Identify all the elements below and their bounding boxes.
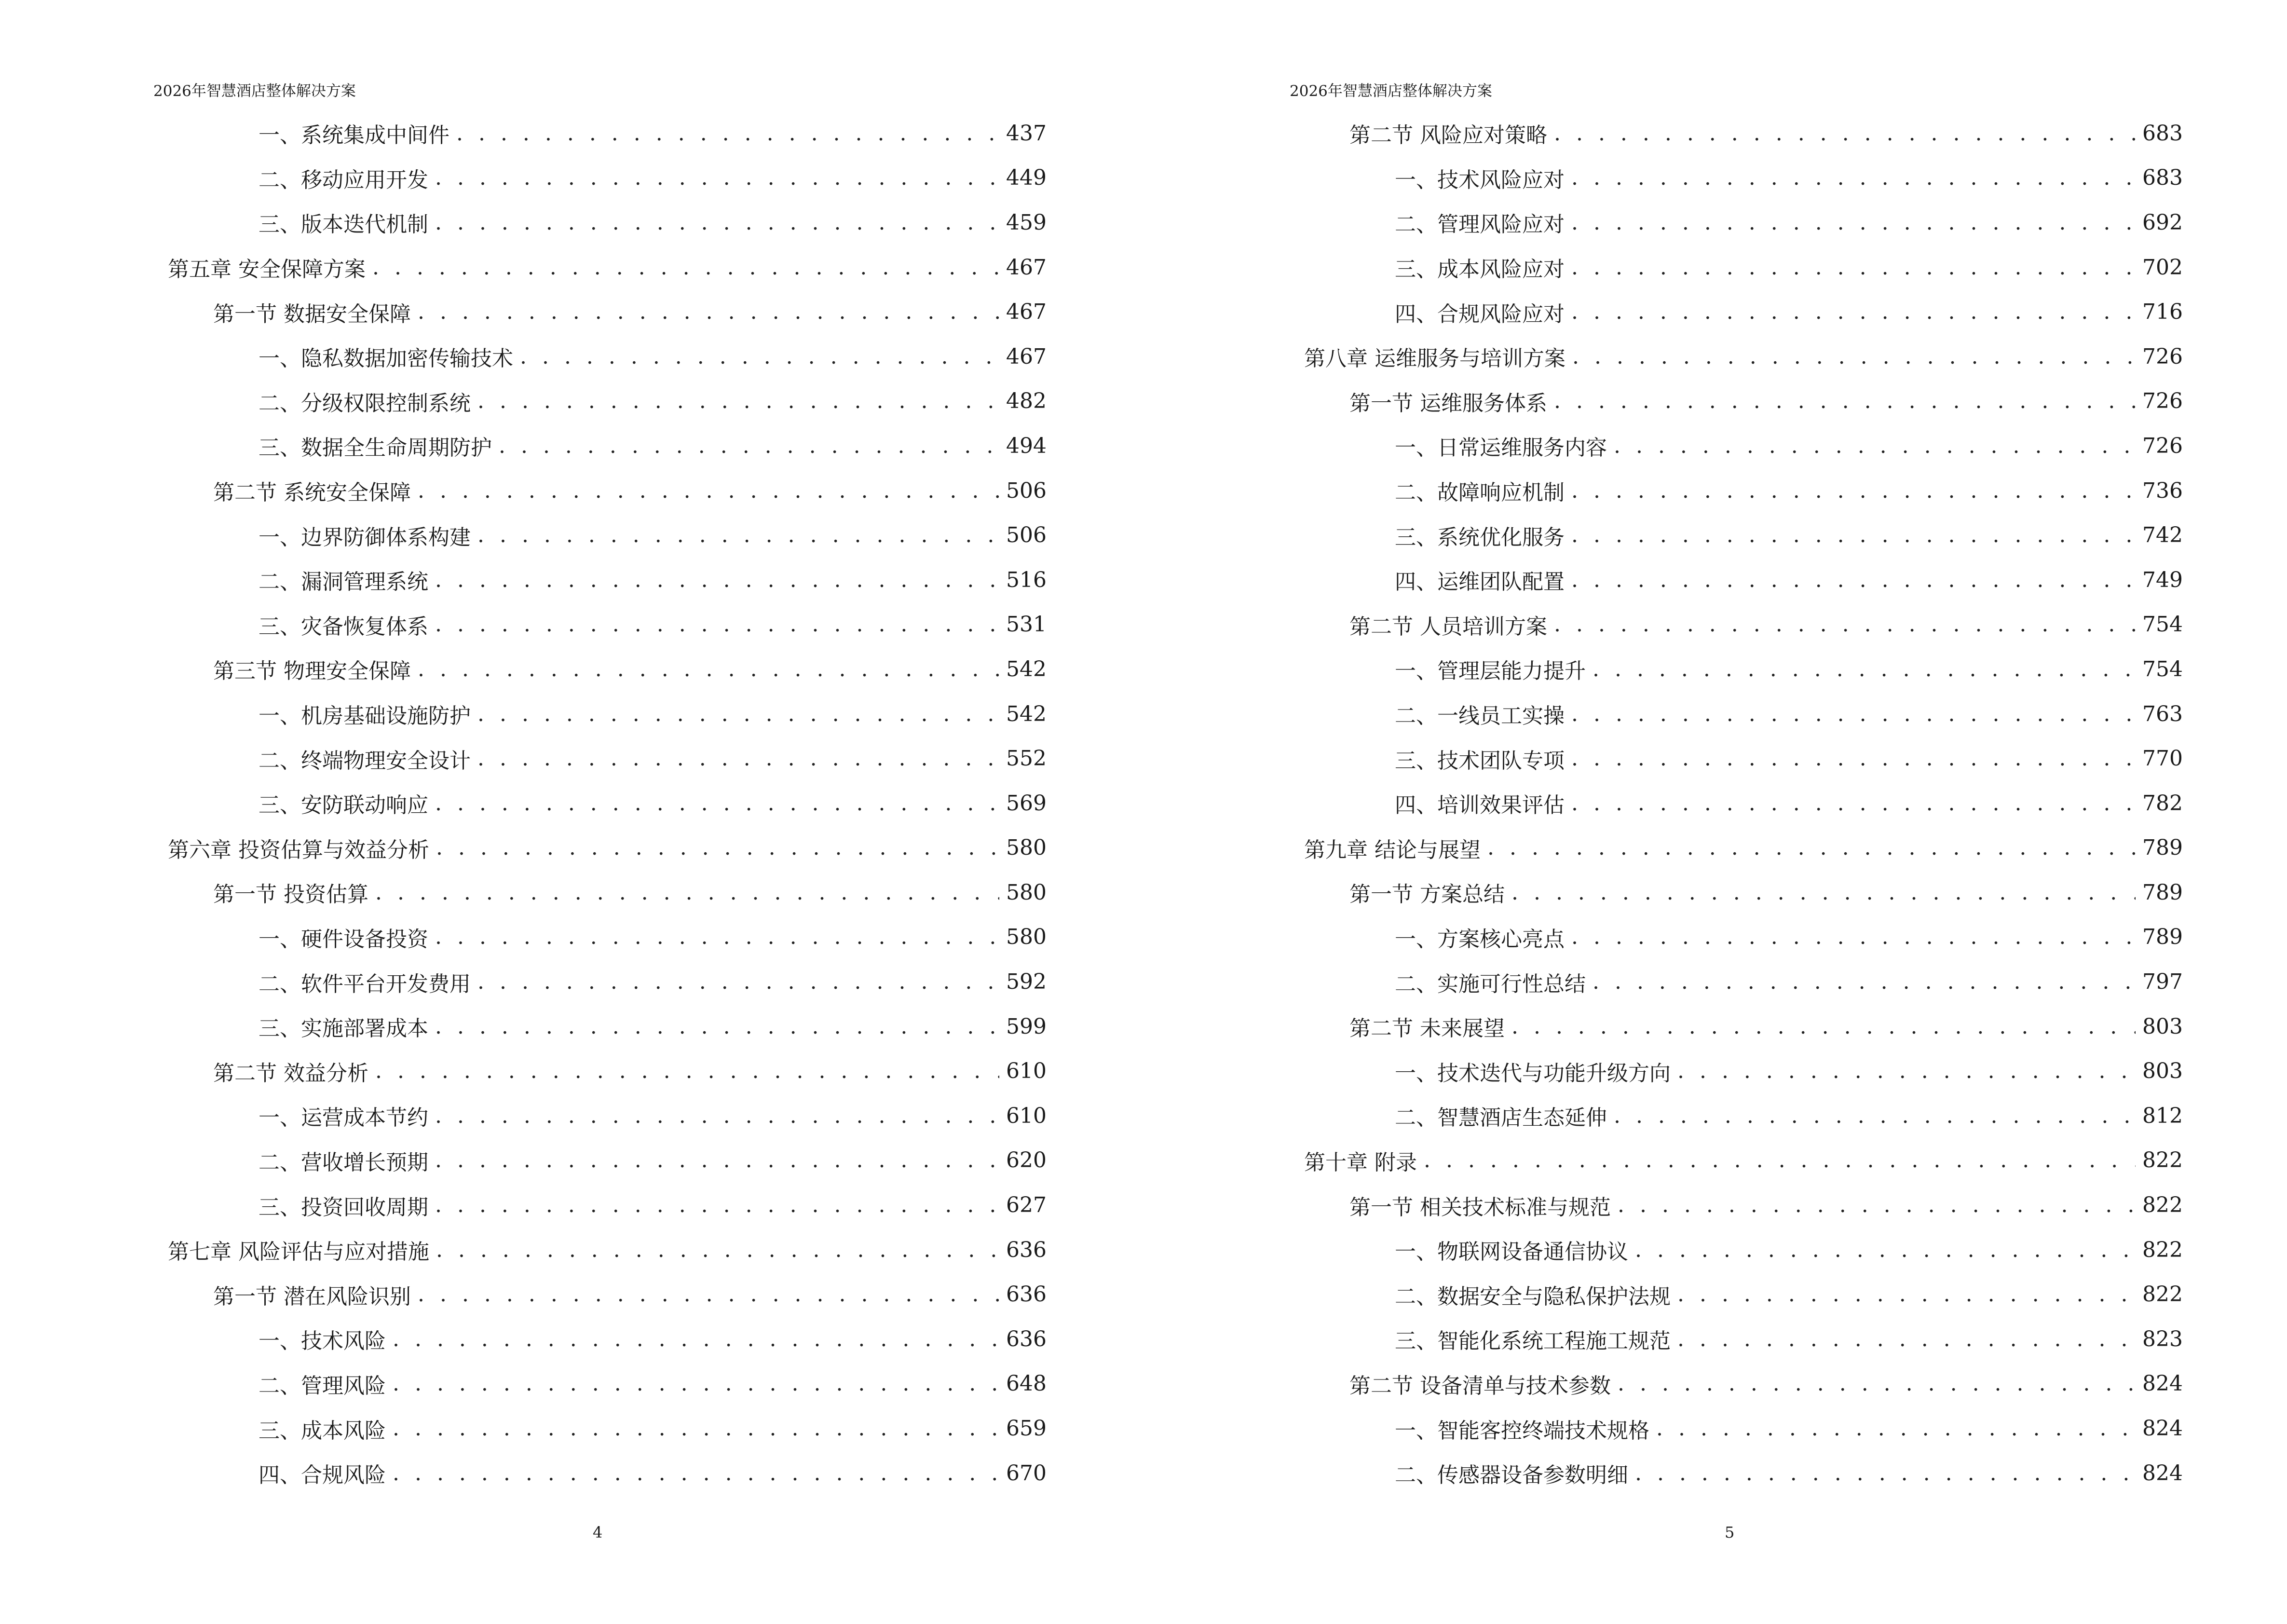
toc-chapter-entry[interactable]	[168, 245, 1047, 290]
toc-chapter-entry[interactable]	[1304, 334, 2183, 379]
dot-leader	[435, 210, 999, 235]
toc-entry-page-number: 726	[2142, 433, 2183, 458]
toc-entry-page-number: 716	[2142, 300, 2183, 325]
dot-leader	[435, 1104, 999, 1128]
toc-entry-page-number: 683	[2142, 121, 2183, 146]
toc-section-entry[interactable]	[1304, 379, 2183, 424]
toc-entry-page-number: 789	[2142, 835, 2183, 860]
dot-leader	[477, 746, 999, 771]
toc-entry-page-number: 812	[2142, 1103, 2183, 1128]
toc-entry-page-number: 782	[2142, 791, 2183, 816]
toc-entry-title: 四、培训效果评估	[1395, 793, 1565, 818]
toc-entry-title: 一、系统集成中间件	[259, 123, 449, 148]
toc-chapter-entry[interactable]	[168, 1228, 1047, 1272]
toc-entry-page-number: 437	[1006, 121, 1047, 146]
dot-leader	[1487, 835, 2136, 860]
dot-leader	[393, 1327, 999, 1351]
toc-subsection-entry[interactable]	[168, 736, 1047, 781]
toc-entry-title: 三、安防联动响应	[259, 793, 428, 818]
toc-subsection-entry[interactable]	[168, 334, 1047, 379]
toc-entry-page-number: 726	[2142, 344, 2183, 369]
toc-subsection-entry[interactable]	[168, 200, 1047, 245]
toc-entry-title: 二、传感器设备参数明细	[1395, 1463, 1628, 1488]
dot-leader	[1635, 1461, 2136, 1486]
toc-entry-page-number: 636	[1006, 1237, 1047, 1262]
dot-leader	[435, 165, 999, 190]
toc-subsection-entry[interactable]	[1304, 558, 2183, 602]
toc-entry-page-number: 580	[1006, 835, 1047, 860]
toc-subsection-entry[interactable]	[1304, 1228, 2183, 1272]
toc-entry-title: 一、日常运维服务内容	[1395, 436, 1607, 461]
toc-subsection-entry[interactable]	[168, 1138, 1047, 1183]
toc-subsection-entry[interactable]	[168, 1093, 1047, 1138]
dot-leader	[436, 835, 999, 860]
toc-subsection-entry[interactable]	[1304, 423, 2183, 468]
toc-chapter-entry[interactable]	[168, 826, 1047, 871]
dot-leader	[1571, 746, 2136, 771]
toc-entry-title: 第六章 投资估算与效益分析	[168, 837, 429, 862]
toc-entry-page-number: 754	[2142, 612, 2183, 637]
toc-entry-title: 一、硬件设备投资	[259, 927, 428, 952]
toc-entry-page-number: 459	[1006, 210, 1047, 235]
running-header: 2026年智慧酒店整体解决方案	[1290, 82, 1492, 100]
toc-entry-page-number: 636	[1006, 1326, 1047, 1351]
toc-entry-title: 三、系统优化服务	[1395, 525, 1565, 550]
toc-entry-page-number: 659	[1006, 1416, 1047, 1441]
dot-leader	[1571, 568, 2136, 592]
dot-leader	[1635, 1238, 2136, 1262]
toc-subsection-entry[interactable]	[168, 959, 1047, 1004]
dot-leader	[456, 121, 999, 146]
dot-leader	[1571, 165, 2136, 190]
dot-leader	[499, 434, 999, 458]
toc-entry-page-number: 599	[1006, 1014, 1047, 1039]
toc-entry-page-number: 494	[1006, 433, 1047, 458]
dot-leader	[1572, 344, 2136, 369]
toc-entry-title: 第二节 人员培训方案	[1349, 614, 1547, 639]
toc-entry-page-number: 506	[1006, 478, 1047, 503]
toc-entry-title: 二、管理风险应对	[1395, 212, 1565, 237]
toc-entry-title: 第九章 结论与展望	[1304, 837, 1481, 862]
toc-entry-page-number: 580	[1006, 925, 1047, 950]
toc-entry-title: 第七章 风险评估与应对措施	[168, 1240, 429, 1265]
toc-subsection-entry[interactable]	[1304, 1049, 2183, 1093]
toc-entry-title: 四、合规风险	[259, 1463, 386, 1488]
toc-entry-page-number: 822	[2142, 1193, 2183, 1218]
toc-subsection-entry[interactable]	[1304, 1317, 2183, 1362]
toc-subsection-entry[interactable]	[1304, 1406, 2183, 1451]
dot-leader	[435, 568, 999, 592]
toc-entry-page-number: 467	[1006, 344, 1047, 369]
dot-leader	[436, 1238, 999, 1262]
toc-entry-page-number: 467	[1006, 255, 1047, 280]
toc-subsection-entry[interactable]	[1304, 513, 2183, 558]
toc-subsection-entry[interactable]	[168, 1451, 1047, 1496]
dot-leader	[1571, 925, 2136, 949]
toc-entry-title: 第二节 系统安全保障	[213, 480, 411, 505]
toc-subsection-entry[interactable]	[1304, 692, 2183, 737]
dot-leader	[1511, 880, 2136, 905]
toc-list	[1304, 111, 2183, 1495]
toc-entry-page-number: 610	[1006, 1103, 1047, 1128]
toc-entry-title: 一、物联网设备通信协议	[1395, 1240, 1628, 1265]
dot-leader	[372, 255, 999, 280]
toc-subsection-entry[interactable]	[1304, 1451, 2183, 1496]
toc-entry-page-number: 683	[2142, 165, 2183, 191]
dot-leader	[1677, 1282, 2136, 1307]
toc-entry-title: 二、一线员工实操	[1395, 704, 1565, 729]
dot-leader	[418, 478, 999, 503]
toc-entry-title: 三、投资回收周期	[259, 1195, 428, 1220]
toc-entry-page-number: 823	[2142, 1326, 2183, 1351]
dot-leader	[375, 880, 999, 905]
dot-leader	[1677, 1059, 2136, 1083]
toc-section-entry[interactable]	[168, 1049, 1047, 1093]
toc-entry-page-number: 822	[2142, 1237, 2183, 1262]
toc-chapter-entry[interactable]	[1304, 1138, 2183, 1183]
toc-entry-page-number: 754	[2142, 656, 2183, 682]
dot-leader	[1614, 434, 2136, 458]
toc-entry-page-number: 824	[2142, 1460, 2183, 1486]
dot-leader	[375, 1059, 999, 1083]
toc-entry-title: 一、运营成本节约	[259, 1105, 428, 1131]
toc-entry-page-number: 742	[2142, 523, 2183, 548]
dot-leader	[1554, 121, 2136, 146]
toc-entry-title: 第一节 投资估算	[213, 882, 368, 907]
toc-section-entry[interactable]	[168, 870, 1047, 915]
toc-entry-page-number: 542	[1006, 701, 1047, 726]
toc-entry-title: 第一节 运维服务体系	[1349, 391, 1547, 416]
dot-leader	[1656, 1416, 2136, 1441]
toc-entry-title: 二、实施可行性总结	[1395, 971, 1586, 996]
dot-leader	[435, 1148, 999, 1173]
toc-entry-page-number: 467	[1006, 300, 1047, 325]
dot-leader	[435, 791, 999, 816]
dot-leader	[1593, 969, 2136, 994]
toc-entry-title: 二、智慧酒店生态延伸	[1395, 1105, 1607, 1131]
toc-entry-page-number: 610	[1006, 1059, 1047, 1084]
toc-entry-title: 一、技术风险	[259, 1329, 386, 1354]
toc-entry-title: 第一节 潜在风险识别	[213, 1284, 411, 1309]
toc-entry-page-number: 789	[2142, 880, 2183, 905]
toc-entry-page-number: 702	[2142, 255, 2183, 280]
toc-entry-page-number: 803	[2142, 1014, 2183, 1039]
toc-entry-title: 三、成本风险	[259, 1418, 386, 1443]
toc-entry-title: 二、分级权限控制系统	[259, 391, 471, 416]
toc-entry-page-number: 636	[1006, 1282, 1047, 1307]
dot-leader	[477, 389, 999, 413]
toc-chapter-entry[interactable]	[1304, 826, 2183, 871]
toc-entry-title: 一、边界防御体系构建	[259, 525, 471, 550]
toc-entry-title: 第一节 数据安全保障	[213, 301, 411, 327]
toc-entry-page-number: 482	[1006, 389, 1047, 414]
toc-section-entry[interactable]	[1304, 870, 2183, 915]
toc-entry-title: 二、软件平台开发费用	[259, 971, 471, 996]
toc-entry-page-number: 822	[2142, 1282, 2183, 1307]
toc-entry-title: 二、故障响应机制	[1395, 480, 1565, 505]
dot-leader	[1571, 300, 2136, 324]
toc-entry-title: 第二节 效益分析	[213, 1061, 368, 1086]
dot-leader	[435, 1014, 999, 1039]
toc-entry-page-number: 726	[2142, 389, 2183, 414]
dot-leader	[1614, 1104, 2136, 1128]
toc-entry-title: 一、管理层能力提升	[1395, 659, 1586, 684]
dot-leader	[1571, 702, 2136, 726]
toc-subsection-entry[interactable]	[1304, 156, 2183, 201]
toc-entry-page-number: 824	[2142, 1416, 2183, 1441]
toc-entry-page-number: 763	[2142, 701, 2183, 726]
toc-entry-title: 第五章 安全保障方案	[168, 257, 366, 282]
toc-subsection-entry[interactable]	[1304, 468, 2183, 513]
toc-entry-title: 第二节 风险应对策略	[1349, 123, 1547, 148]
toc-subsection-entry[interactable]	[1304, 736, 2183, 781]
toc-entry-title: 一、机房基础设施防护	[259, 704, 471, 729]
toc-entry-page-number: 627	[1006, 1193, 1047, 1218]
toc-section-entry[interactable]	[168, 647, 1047, 692]
toc-entry-title: 第一节 相关技术标准与规范	[1349, 1195, 1611, 1220]
toc-subsection-entry[interactable]	[168, 379, 1047, 424]
toc-section-entry[interactable]	[1304, 1362, 2183, 1406]
toc-subsection-entry[interactable]	[1304, 647, 2183, 692]
toc-entry-page-number: 770	[2142, 746, 2183, 771]
toc-entry-page-number: 749	[2142, 567, 2183, 592]
toc-subsection-entry[interactable]	[168, 602, 1047, 647]
toc-subsection-entry[interactable]	[1304, 915, 2183, 960]
toc-entry-title: 一、隐私数据加密传输技术	[259, 346, 513, 371]
toc-entry-page-number: 789	[2142, 925, 2183, 950]
toc-entry-page-number: 552	[1006, 746, 1047, 771]
toc-entry-page-number: 803	[2142, 1059, 2183, 1084]
dot-leader	[1571, 210, 2136, 235]
toc-section-entry[interactable]	[168, 1272, 1047, 1317]
dot-leader	[1618, 1371, 2136, 1396]
dot-leader	[435, 1193, 999, 1217]
dot-leader	[1554, 612, 2136, 637]
toc-entry-title: 三、智能化系统工程施工规范	[1395, 1329, 1671, 1354]
toc-section-entry[interactable]	[168, 289, 1047, 334]
toc-entry-title: 一、技术风险应对	[1395, 167, 1565, 192]
toc-entry-page-number: 692	[2142, 210, 2183, 235]
dot-leader	[1571, 478, 2136, 503]
dot-leader	[477, 969, 999, 994]
toc-subsection-entry[interactable]	[1304, 1093, 2183, 1138]
toc-entry-page-number: 449	[1006, 165, 1047, 191]
toc-entry-page-number: 648	[1006, 1371, 1047, 1396]
toc-entry-title: 第八章 运维服务与培训方案	[1304, 346, 1566, 371]
dot-leader	[1511, 1014, 2136, 1039]
toc-entry-page-number: 531	[1006, 612, 1047, 637]
toc-entry-title: 二、移动应用开发	[259, 167, 428, 192]
dot-leader	[1571, 255, 2136, 280]
dot-leader	[1677, 1327, 2136, 1351]
toc-subsection-entry[interactable]	[168, 423, 1047, 468]
dot-leader	[435, 925, 999, 949]
toc-entry-title: 第二节 设备清单与技术参数	[1349, 1373, 1611, 1398]
dot-leader	[393, 1461, 999, 1486]
running-header: 2026年智慧酒店整体解决方案	[153, 82, 356, 100]
dot-leader	[1571, 791, 2136, 816]
toc-subsection-entry[interactable]	[1304, 289, 2183, 334]
toc-entry-title: 三、数据全生命周期防护	[259, 436, 492, 461]
dot-leader	[477, 702, 999, 726]
toc-entry-title: 二、数据安全与隐私保护法规	[1395, 1284, 1671, 1309]
toc-entry-page-number: 569	[1006, 791, 1047, 816]
toc-subsection-entry[interactable]	[168, 1004, 1047, 1049]
dot-leader	[393, 1416, 999, 1441]
toc-subsection-entry[interactable]	[168, 558, 1047, 602]
dot-leader	[520, 344, 999, 369]
dot-leader	[1593, 657, 2136, 682]
dot-leader	[418, 1282, 999, 1307]
toc-subsection-entry[interactable]	[1304, 959, 2183, 1004]
toc-entry-title: 二、终端物理安全设计	[259, 748, 471, 773]
dot-leader	[1571, 523, 2136, 547]
toc-entry-title: 三、灾备恢复体系	[259, 614, 428, 639]
toc-subsection-entry[interactable]	[168, 1183, 1047, 1228]
toc-entry-title: 三、实施部署成本	[259, 1016, 428, 1041]
toc-entry-page-number: 516	[1006, 567, 1047, 592]
toc-list	[168, 111, 1047, 1495]
toc-entry-page-number: 824	[2142, 1371, 2183, 1396]
dot-leader	[477, 523, 999, 547]
toc-entry-title: 四、运维团队配置	[1395, 570, 1565, 595]
toc-entry-title: 四、合规风险应对	[1395, 301, 1565, 327]
toc-subsection-entry[interactable]	[168, 781, 1047, 826]
toc-subsection-entry[interactable]	[168, 692, 1047, 737]
toc-subsection-entry[interactable]	[1304, 200, 2183, 245]
toc-section-entry[interactable]	[168, 468, 1047, 513]
dot-leader	[1554, 389, 2136, 413]
toc-section-entry[interactable]	[1304, 111, 2183, 156]
toc-subsection-entry[interactable]	[168, 915, 1047, 960]
dot-leader	[418, 657, 999, 682]
dot-leader	[1618, 1193, 2136, 1217]
toc-entry-title: 一、方案核心亮点	[1395, 927, 1565, 952]
dot-leader	[435, 612, 999, 637]
toc-entry-title: 第一节 方案总结	[1349, 882, 1505, 907]
toc-subsection-entry[interactable]	[168, 1362, 1047, 1406]
toc-entry-page-number: 542	[1006, 656, 1047, 682]
toc-subsection-entry[interactable]	[1304, 781, 2183, 826]
toc-entry-title: 第三节 物理安全保障	[213, 659, 411, 684]
toc-entry-title: 三、技术团队专项	[1395, 748, 1565, 773]
toc-section-entry[interactable]	[1304, 602, 2183, 647]
toc-subsection-entry[interactable]	[168, 156, 1047, 201]
dot-leader	[1424, 1148, 2136, 1173]
toc-entry-page-number: 797	[2142, 969, 2183, 995]
toc-subsection-entry[interactable]	[1304, 245, 2183, 290]
toc-entry-title: 第二节 未来展望	[1349, 1016, 1505, 1041]
toc-entry-page-number: 620	[1006, 1148, 1047, 1173]
dot-leader	[418, 300, 999, 324]
toc-entry-title: 一、技术迭代与功能升级方向	[1395, 1061, 1671, 1086]
toc-subsection-entry[interactable]	[1304, 1272, 2183, 1317]
toc-entry-page-number: 506	[1006, 523, 1047, 548]
toc-entry-page-number: 592	[1006, 969, 1047, 995]
toc-page-right	[1144, 0, 2287, 1624]
toc-entry-title: 三、版本迭代机制	[259, 212, 428, 237]
page-number: 4	[593, 1523, 603, 1542]
toc-entry-page-number: 670	[1006, 1460, 1047, 1486]
dot-leader	[393, 1371, 999, 1396]
toc-section-entry[interactable]	[1304, 1183, 2183, 1228]
toc-subsection-entry[interactable]	[168, 1317, 1047, 1362]
toc-entry-title: 第十章 附录	[1304, 1150, 1417, 1175]
toc-subsection-entry[interactable]	[168, 1406, 1047, 1451]
toc-entry-title: 二、管理风险	[259, 1373, 386, 1398]
toc-section-entry[interactable]	[1304, 1004, 2183, 1049]
toc-entry-page-number: 580	[1006, 880, 1047, 905]
page-number: 5	[1725, 1523, 1735, 1542]
toc-entry-title: 三、成本风险应对	[1395, 257, 1565, 282]
toc-entry-title: 一、智能客控终端技术规格	[1395, 1418, 1649, 1443]
toc-entry-page-number: 736	[2142, 478, 2183, 503]
toc-entry-title: 二、营收增长预期	[259, 1150, 428, 1175]
toc-entry-page-number: 822	[2142, 1148, 2183, 1173]
toc-entry-title: 二、漏洞管理系统	[259, 570, 428, 595]
toc-subsection-entry[interactable]	[168, 111, 1047, 156]
toc-subsection-entry[interactable]	[168, 513, 1047, 558]
